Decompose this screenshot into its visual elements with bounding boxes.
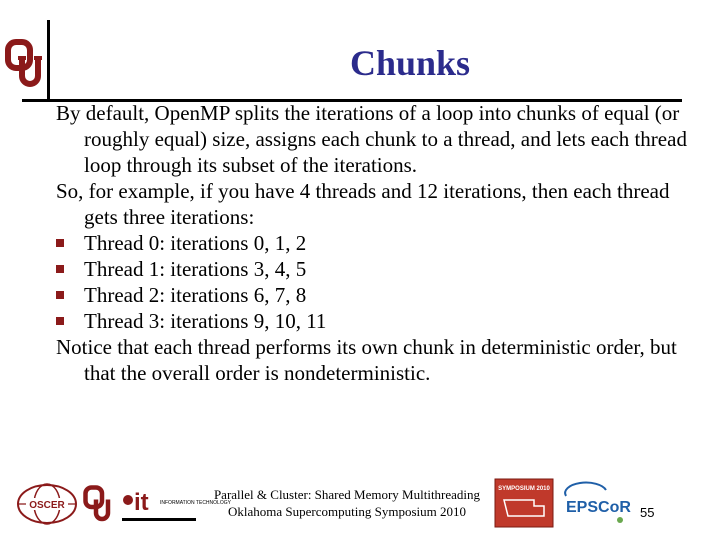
page-number: 55 [640,505,655,520]
bullet-text: Thread 1: iterations 3, 4, 5 [84,257,307,281]
bullet-text: Thread 2: iterations 6, 7, 8 [84,283,307,307]
slide-body [56,100,706,386]
epscor-logo-text: EPSCoR [566,499,631,516]
footer-line-1: Parallel & Cluster: Shared Memory Multithreading [213,487,481,502]
symposium-logo-text: SYMPOSIUM 2010 [498,486,550,492]
bullet-item [56,256,706,282]
oscer-logo-text: OSCER [29,500,65,511]
it-logo-text: it [134,489,149,516]
bullet-item [56,282,706,308]
slide-title: Chunks [349,43,471,83]
footer-line-2: Oklahoma Supercomputing Symposium 2010 [228,504,466,519]
bullet-square-icon [56,265,64,273]
bullet-text: Thread 0: iterations 0, 1, 2 [84,231,307,255]
bullet-item [56,230,706,256]
bullet-item [56,308,706,334]
bullet-square-icon [56,291,64,299]
bullet-text: Thread 3: iterations 9, 10, 11 [84,309,327,333]
paragraph-intro: By default, OpenMP splits the iterations of a loop into chunks of equal (or roughly equal) size, assigns each chunk to a thread, and lets each thread loop through its subset of the iterations. [56,101,687,177]
bullet-square-icon [56,239,64,247]
paragraph-closing: Notice that each thread performs its own chunk in deterministic order, but that the overall order is nondeterministic. [56,335,677,385]
symposium-logo-icon [494,478,554,528]
epscor-logo-icon [562,482,636,526]
bullet-square-icon [56,317,64,325]
it-logo-subtext: INFORMATION TECHNOLOGY [160,500,231,506]
ou-it-logo-icon [120,484,231,526]
paragraph-example: So, for example, if you have 4 threads and 12 iterations, then each thread gets three iterations: [56,179,670,229]
footer-text [196,486,498,520]
oscer-logo-icon [16,482,78,526]
ou-footer-logo-icon [84,484,114,524]
